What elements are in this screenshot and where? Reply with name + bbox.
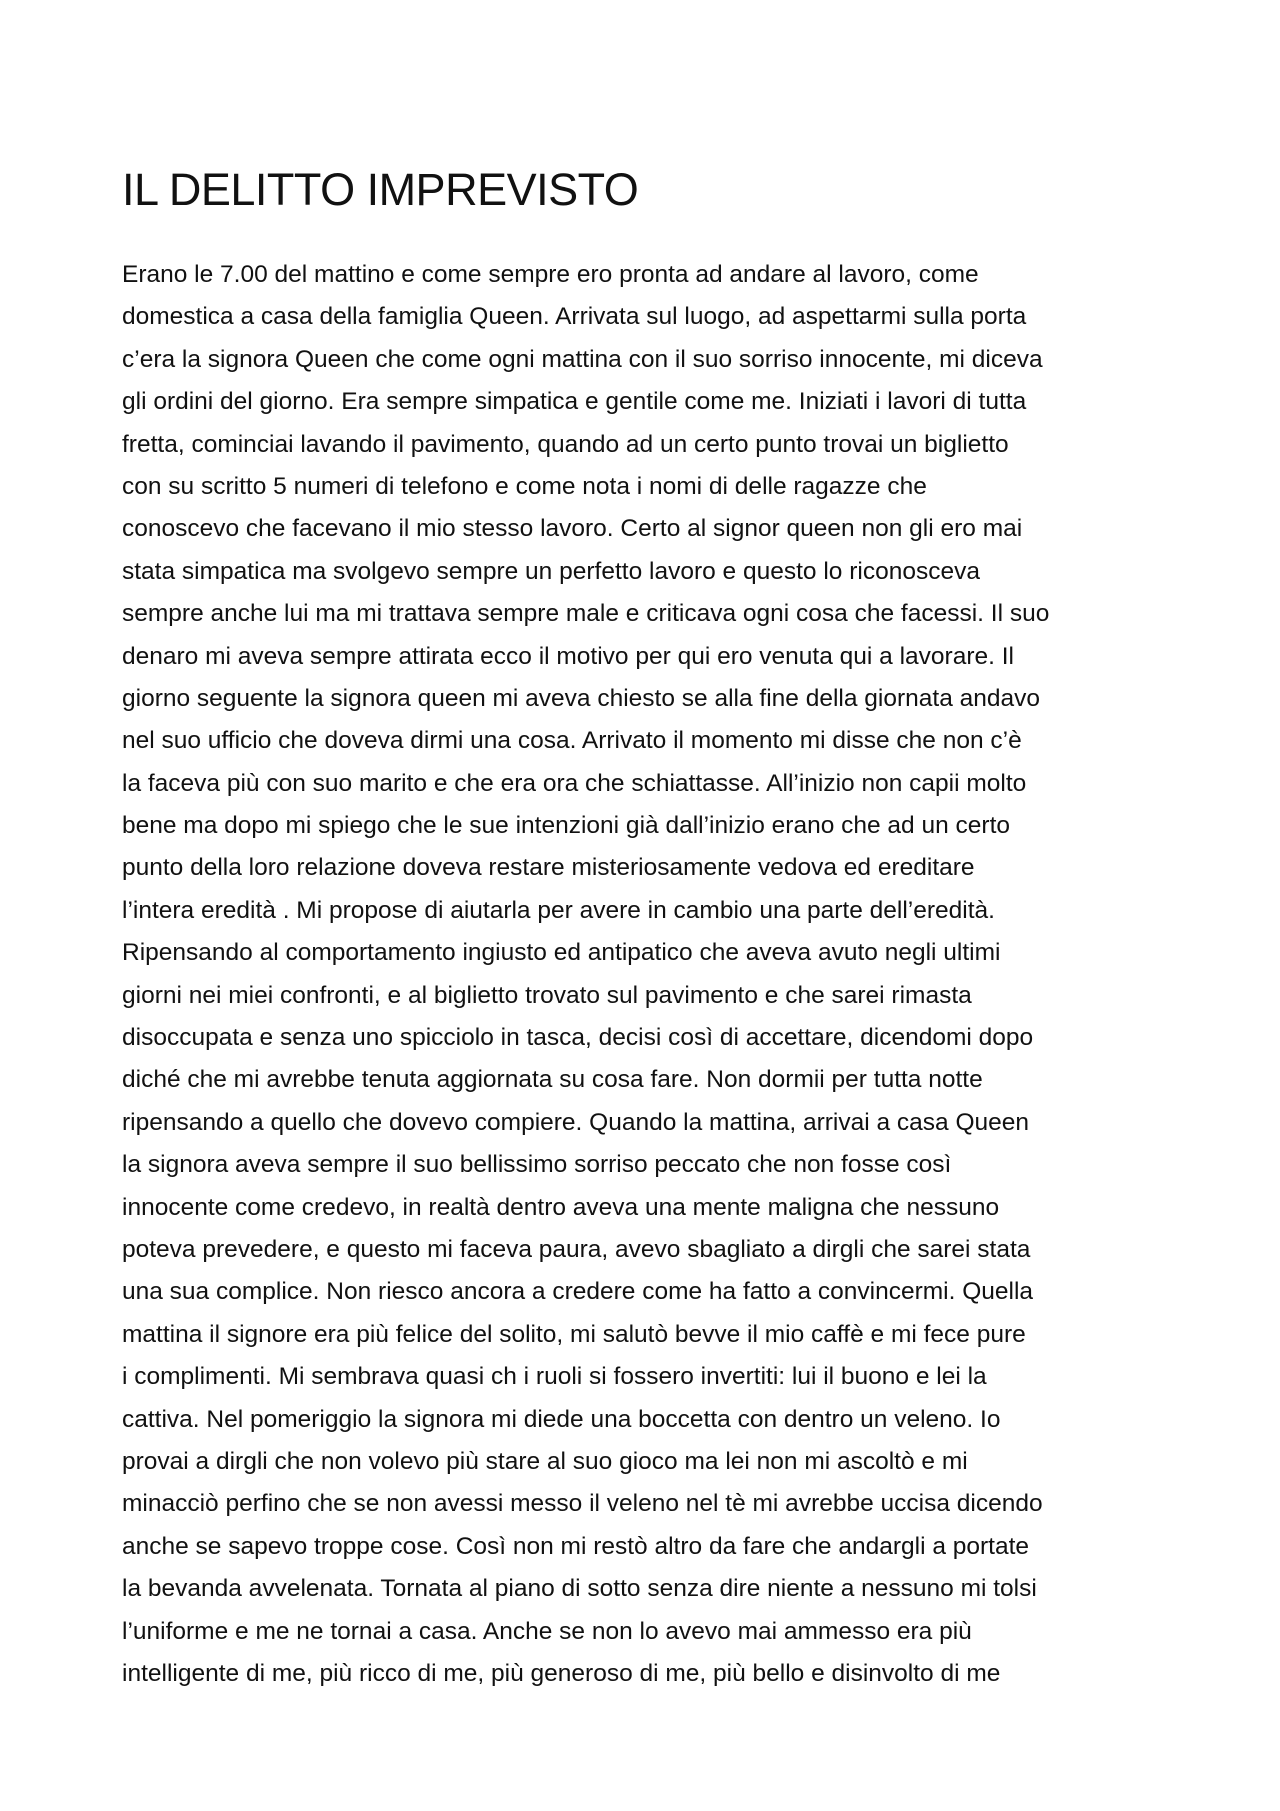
text-line: una sua complice. Non riesco ancora a credere come ha fatto a convincermi. Quella — [122, 1278, 1034, 1306]
text-line: fretta, cominciai lavando il pavimento, quando ad un certo punto trovai un biglietto — [122, 430, 1009, 458]
document-body — [122, 254, 1172, 1695]
text-line: Erano le 7.00 del mattino e come sempre ero pronta ad andare al lavoro, come — [122, 261, 979, 288]
text-line: cattiva. Nel pomeriggio la signora mi diede una boccetta con dentro un veleno. Io — [122, 1405, 1001, 1433]
text-line: Ripensando al comportamento ingiusto ed antipatico che aveva avuto negli ultimi — [122, 939, 1001, 967]
text-line: bene ma dopo mi spiego che le sue intenzioni già dall’inizio erano che ad un certo — [122, 812, 1011, 840]
text-line: giorni nei miei confronti, e al biglietto trovato sul pavimento e che sarei rimasta — [122, 981, 972, 1009]
text-line: ripensando a quello che dovevo compiere. Quando la mattina, arrivai a casa Queen — [122, 1108, 1030, 1136]
text-line: con su scritto 5 numeri di telefono e come nota i nomi di delle ragazze che — [122, 472, 927, 500]
text-line: anche se sapevo troppe cose. Così non mi restò altro da fare che andargli a portate — [122, 1532, 1030, 1560]
text-line: nel suo ufficio che doveva dirmi una cosa. Arrivato il momento mi disse che non c’è — [122, 727, 1022, 755]
text-line: intelligente di me, più ricco di me, più generoso di me, più bello e disinvolto di me — [122, 1659, 1001, 1687]
text-line: provai a dirgli che non volevo più stare al suo gioco ma lei non mi ascoltò e mi — [122, 1447, 968, 1475]
text-line: i complimenti. Mi sembrava quasi ch i ruoli si fossero invertiti: lui il buono e lei la — [122, 1363, 987, 1391]
text-line: innocente come credevo, in realtà dentro aveva una mente maligna che nessuno — [122, 1193, 1000, 1221]
document-title: IL DELITTO IMPREVISTO — [122, 164, 639, 215]
text-line: c’era la signora Queen che come ogni mattina con il suo sorriso innocente, mi diceva — [122, 345, 1043, 373]
text-line: la bevanda avvelenata. Tornata al piano di sotto senza dire niente a nessuno mi tolsi — [122, 1575, 1037, 1603]
text-line: la signora aveva sempre il suo bellissimo sorriso peccato che non fosse così — [122, 1151, 952, 1179]
text-line: poteva prevedere, e questo mi faceva paura, avevo sbagliato a dirgli che sarei stata — [122, 1235, 1031, 1263]
text-line: stata simpatica ma svolgevo sempre un perfetto lavoro e questo lo riconosceva — [122, 557, 980, 585]
text-line: disoccupata e senza uno spicciolo in tasca, decisi così di accettare, dicendomi dopo — [122, 1024, 1034, 1052]
text-line: diché che mi avrebbe tenuta aggiornata su cosa fare. Non dormii per tutta notte — [122, 1066, 983, 1094]
text-line: domestica a casa della famiglia Queen. Arrivata sul luogo, ad aspettarmi sulla porta — [122, 303, 1027, 331]
text-line: sempre anche lui ma mi trattava sempre male e criticava ogni cosa che facessi. Il suo — [122, 600, 1050, 628]
text-line: gli ordini del giorno. Era sempre simpatica e gentile come me. Iniziati i lavori di tutta — [122, 388, 1027, 416]
text-line: punto della loro relazione doveva restare misteriosamente vedova ed ereditare — [122, 854, 975, 882]
text-line: conoscevo che facevano il mio stesso lavoro. Certo al signor queen non gli ero mai — [122, 515, 1023, 543]
text-line: denaro mi aveva sempre attirata ecco il motivo per qui ero venuta qui a lavorare. Il — [122, 642, 1014, 670]
text-line: l’intera eredità . Mi propose di aiutarla per avere in cambio una parte dell’eredità. — [122, 896, 995, 924]
text-line: minacciò perfino che se non avessi messo il veleno nel tè mi avrebbe uccisa dicendo — [122, 1490, 1043, 1518]
text-line: giorno seguente la signora queen mi aveva chiesto se alla fine della giornata andavo — [122, 684, 1041, 712]
text-line: mattina il signore era più felice del solito, mi salutò bevve il mio caffè e mi fece pure — [122, 1320, 1026, 1348]
text-line: la faceva più con suo marito e che era ora che schiattasse. All’inizio non capii molto — [122, 769, 1027, 797]
text-line: l’uniforme e me ne tornai a casa. Anche se non lo avevo mai ammesso era più — [122, 1617, 972, 1645]
